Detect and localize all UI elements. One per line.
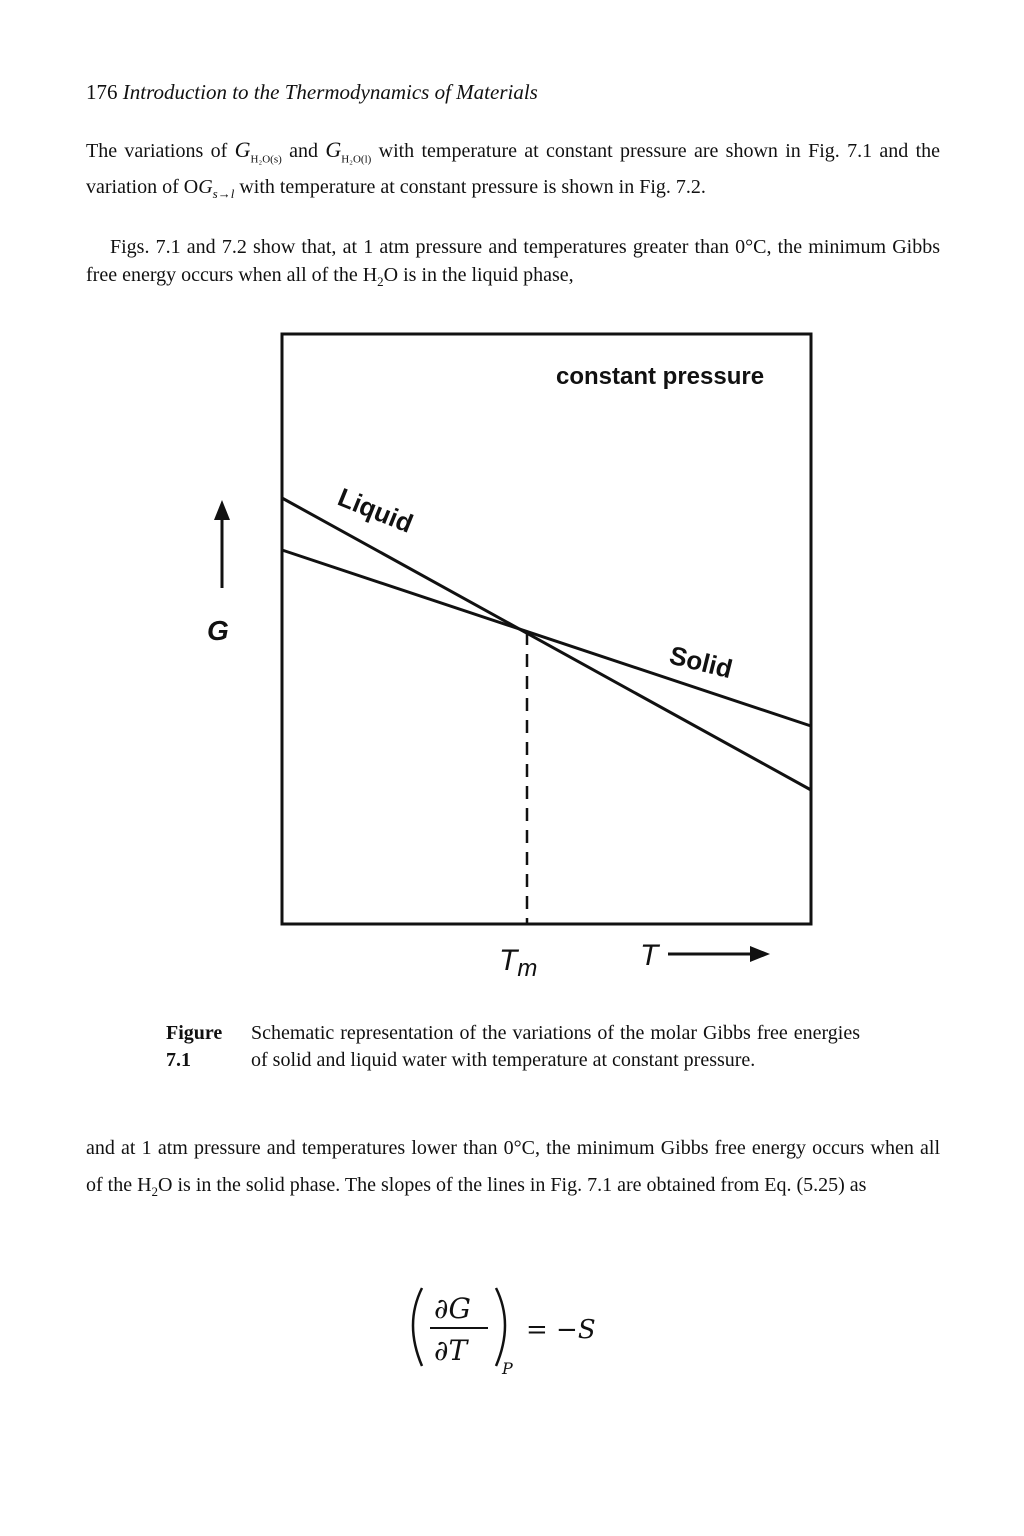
delta-g-symbol: G: [198, 176, 213, 199]
caption-text: Schematic representation of the variations of the molar Gibbs free energies of solid and liquid water with temperature at constant pressure.: [251, 1022, 860, 1071]
caption-label: Figure 7.1: [166, 1022, 223, 1071]
liquid-label: Liquid: [333, 481, 418, 539]
solid-line: [282, 550, 811, 726]
right-paren: [496, 1288, 505, 1366]
g-h2o-solid-symbol: [234, 137, 282, 166]
figure-caption: [166, 1020, 860, 1074]
paragraph-1-text-c: with temperature at constant pressure are shown in Fig. 7.1 and the variation of O: [86, 140, 941, 199]
page-number: 176: [86, 80, 118, 104]
right-arrow-icon: [750, 946, 770, 962]
up-arrow-icon: [214, 500, 230, 520]
paragraph-1-text-d: with temperature at constant pressure is shown in Fig. 7.2.: [239, 176, 706, 199]
g-subscript: H₂O(l): [341, 153, 372, 166]
tm-label-main: T: [499, 944, 518, 977]
tm-label: [499, 944, 537, 982]
subscript-2: 2: [151, 1184, 159, 1199]
liquid-line: [282, 498, 811, 790]
equation-5-25: [400, 1280, 640, 1380]
paragraph-3-text-b: O is in the solid phase. The slopes of the lines in Fig. 7.1 are obtained from Eq. (5.25) as: [158, 1174, 867, 1196]
t-axis-label: T: [640, 939, 659, 972]
left-paren: [413, 1288, 422, 1366]
g-symbol: G: [325, 137, 342, 162]
constant-pressure-label: constant pressure: [556, 363, 765, 390]
delta-g-subscript: s→l: [212, 186, 235, 202]
paragraph-3-text-a: and at 1 atm pressure and temperatures lower than 0°C, the minimum Gibbs free energy occurs when all of the H: [86, 1137, 940, 1196]
figure-7-1: [190, 320, 830, 1000]
eq-denominator: ∂T: [434, 1334, 468, 1367]
paragraph-2-text-b: O is in the liquid phase,: [383, 264, 574, 286]
g-symbol: G: [234, 137, 251, 162]
solid-label: Solid: [666, 639, 736, 685]
paragraph-2: [86, 233, 940, 296]
g-subscript: H₂O(s): [250, 153, 282, 166]
paragraph-1: [86, 136, 940, 208]
subscript-2: 2: [377, 274, 384, 289]
g-axis-label: G: [207, 615, 229, 646]
paragraph-3: [86, 1130, 940, 1210]
paragraph-1-text-a: The variations of: [86, 140, 228, 162]
book-title: Introduction to the Thermodynamics of Materials: [122, 80, 538, 104]
tm-label-sub: m: [517, 955, 538, 982]
paragraph-2-text-a: Figs. 7.1 and 7.2 show that, at 1 atm pressure and temperatures greater than 0°C, the minimum Gibbs free energy occurs when all of the H: [86, 236, 940, 286]
eq-rhs: = −S: [526, 1315, 596, 1345]
plot-frame: [282, 334, 811, 924]
g-h2o-liquid-symbol: [325, 137, 372, 166]
page-header: [86, 80, 538, 105]
eq-subscript-p: P: [502, 1359, 513, 1378]
paragraph-1-text-b: and: [289, 140, 318, 162]
eq-numerator: ∂G: [434, 1292, 471, 1325]
